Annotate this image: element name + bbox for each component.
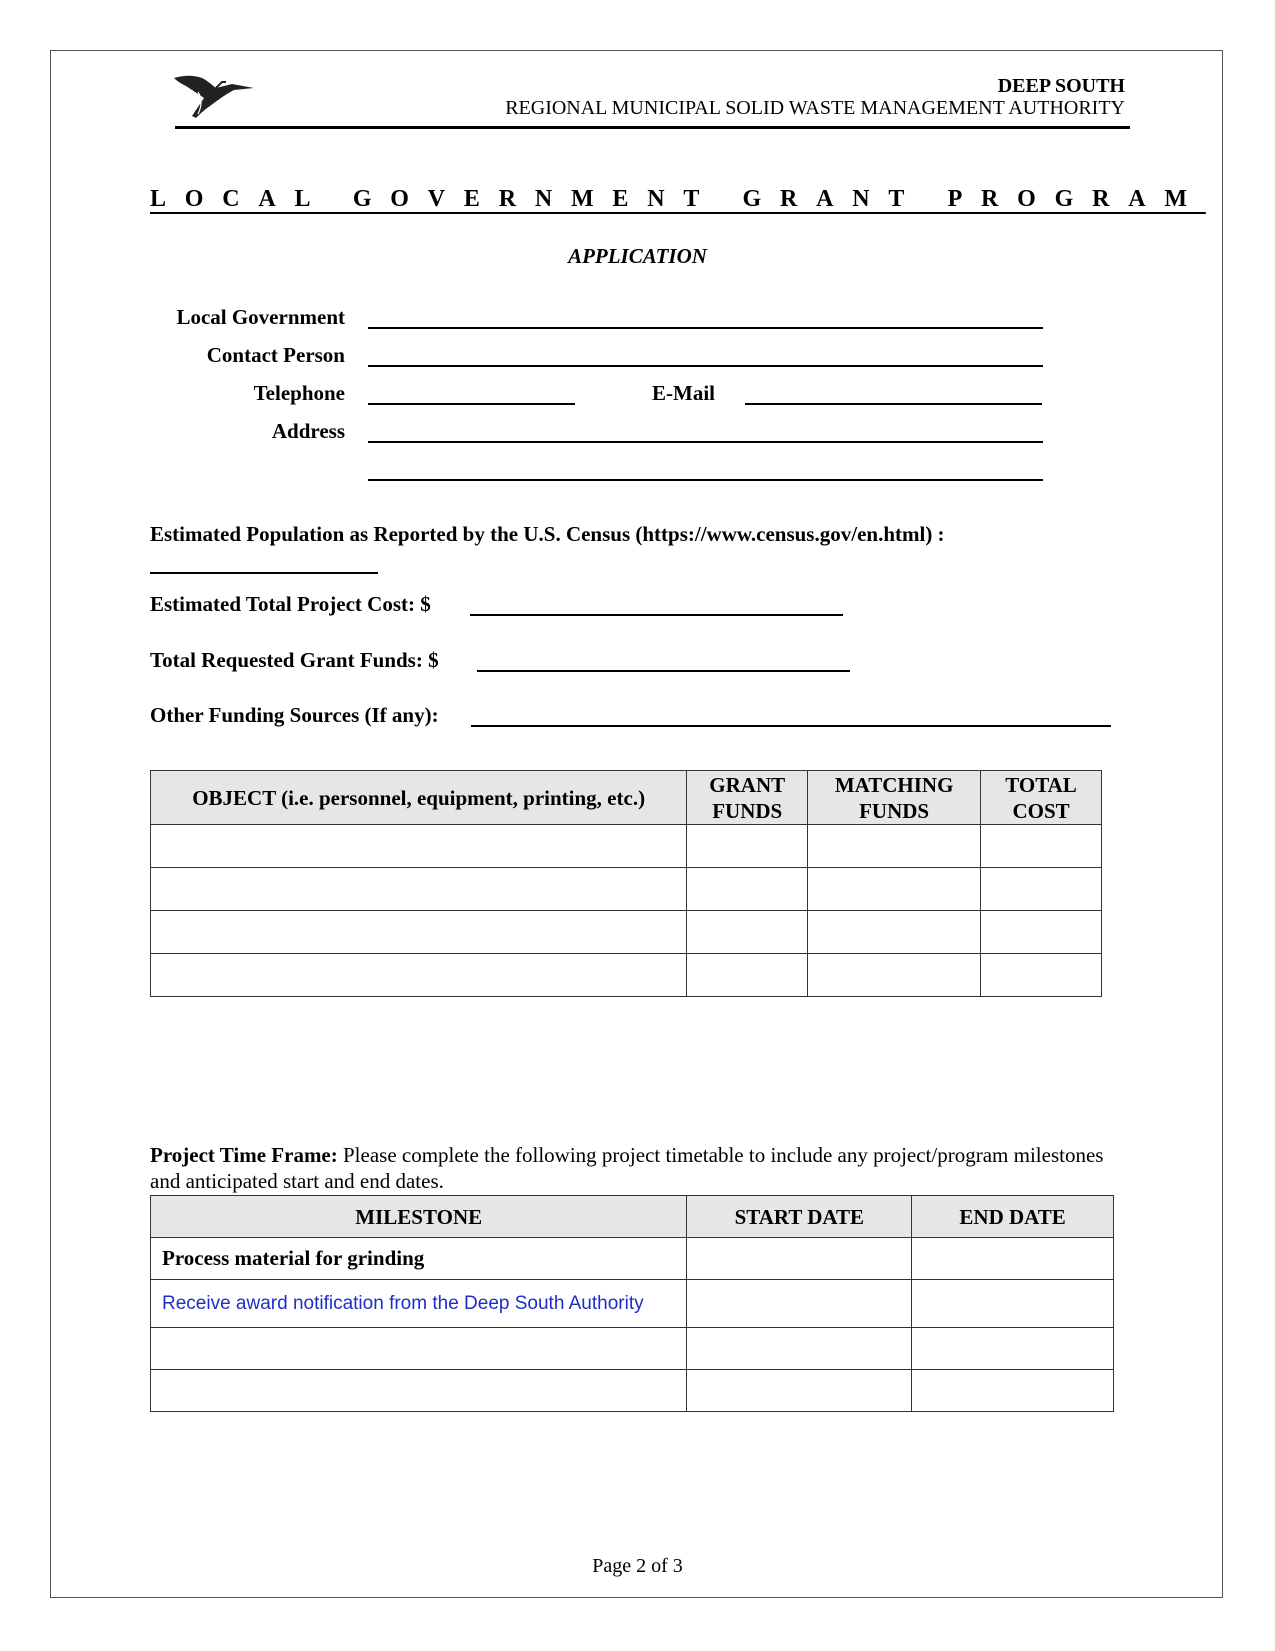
- table-row: [151, 868, 1102, 911]
- milestone-cell[interactable]: [151, 1328, 687, 1370]
- table-row: [151, 825, 1102, 868]
- start-date-cell[interactable]: [687, 1370, 912, 1412]
- milestone-header-row: [151, 1196, 1114, 1238]
- table-cell[interactable]: [808, 868, 981, 911]
- table-cell[interactable]: [687, 954, 808, 997]
- milestone-cell[interactable]: [151, 1370, 687, 1412]
- page-subtitle: APPLICATION: [568, 244, 707, 268]
- table-row: [151, 1280, 1114, 1328]
- milestone-table: [150, 1195, 1114, 1412]
- other-funding-label: Other Funding Sources (If any):: [150, 703, 439, 727]
- start-date-header: START DATE: [687, 1196, 912, 1238]
- start-date-cell[interactable]: [687, 1280, 912, 1328]
- milestone-cell[interactable]: Receive award notification from the Deep South Authority: [151, 1280, 687, 1328]
- table-row: [151, 954, 1102, 997]
- table-cell[interactable]: [808, 825, 981, 868]
- address-field-line1[interactable]: [368, 441, 1043, 443]
- end-date-cell[interactable]: [912, 1370, 1114, 1412]
- matching-funds-header: MATCHING FUNDS: [808, 771, 981, 825]
- end-date-header: END DATE: [912, 1196, 1114, 1238]
- total-cost-label: Estimated Total Project Cost: $: [150, 592, 431, 616]
- heron-bird-icon: [172, 72, 258, 120]
- table-cell[interactable]: [981, 868, 1102, 911]
- table-cell[interactable]: [151, 954, 687, 997]
- end-date-cell[interactable]: [912, 1238, 1114, 1280]
- object-header: OBJECT (i.e. personnel, equipment, printing, etc.): [151, 771, 687, 825]
- other-funding-field[interactable]: [471, 725, 1111, 727]
- total-cost-header: TOTAL COST: [981, 771, 1102, 825]
- population-label: Estimated Population as Reported by the U.S. Census (https://www.census.gov/en.html) :: [150, 522, 945, 546]
- timeframe-instructions: [150, 1142, 1110, 1194]
- start-date-cell[interactable]: [687, 1328, 912, 1370]
- local-government-label: Local Government: [176, 305, 345, 329]
- end-date-cell[interactable]: [912, 1328, 1114, 1370]
- timeframe-text: Please complete the following project timetable to include any project/program milestones and anticipated start and end dates.: [150, 1143, 1104, 1193]
- page-number: Page 2 of 3: [592, 1555, 683, 1577]
- table-cell[interactable]: [981, 911, 1102, 954]
- email-label: E-Mail: [652, 381, 715, 405]
- telephone-label: Telephone: [253, 381, 345, 405]
- milestone-cell[interactable]: Process material for grinding: [151, 1238, 687, 1280]
- table-cell[interactable]: [151, 911, 687, 954]
- contact-person-field[interactable]: [368, 365, 1043, 367]
- local-government-field[interactable]: [368, 327, 1043, 329]
- end-date-cell[interactable]: [912, 1280, 1114, 1328]
- timeframe-label: Project Time Frame:: [150, 1143, 338, 1167]
- requested-funds-label: Total Requested Grant Funds: $: [150, 648, 439, 672]
- table-row: [151, 1238, 1114, 1280]
- org-name-line2: REGIONAL MUNICIPAL SOLID WASTE MANAGEMENT AUTHORITY: [505, 97, 1125, 119]
- table-cell[interactable]: [981, 825, 1102, 868]
- contact-person-label: Contact Person: [206, 343, 345, 367]
- table-row: [151, 911, 1102, 954]
- total-cost-field[interactable]: [470, 614, 843, 616]
- header-rule: [175, 126, 1130, 129]
- table-cell[interactable]: [808, 911, 981, 954]
- table-cell[interactable]: [687, 825, 808, 868]
- address-label: Address: [271, 419, 345, 443]
- table-cell[interactable]: [687, 911, 808, 954]
- grant-funds-header: GRANT FUNDS: [687, 771, 808, 825]
- table-row: [151, 1328, 1114, 1370]
- org-name-line1: DEEP SOUTH: [997, 75, 1125, 97]
- table-cell[interactable]: [687, 868, 808, 911]
- budget-header-row: [151, 771, 1102, 825]
- requested-funds-field[interactable]: [477, 670, 850, 672]
- table-row: [151, 1370, 1114, 1412]
- table-cell[interactable]: [808, 954, 981, 997]
- table-cell[interactable]: [981, 954, 1102, 997]
- population-field[interactable]: [150, 572, 378, 574]
- budget-table: [150, 770, 1102, 997]
- table-cell[interactable]: [151, 868, 687, 911]
- page-title: LOCAL GOVERNMENT GRANT PROGRAM: [150, 186, 1206, 212]
- start-date-cell[interactable]: [687, 1238, 912, 1280]
- telephone-field[interactable]: [368, 403, 575, 405]
- email-field[interactable]: [745, 403, 1042, 405]
- milestone-header: MILESTONE: [151, 1196, 687, 1238]
- table-cell[interactable]: [151, 825, 687, 868]
- address-field-line2[interactable]: [368, 479, 1043, 481]
